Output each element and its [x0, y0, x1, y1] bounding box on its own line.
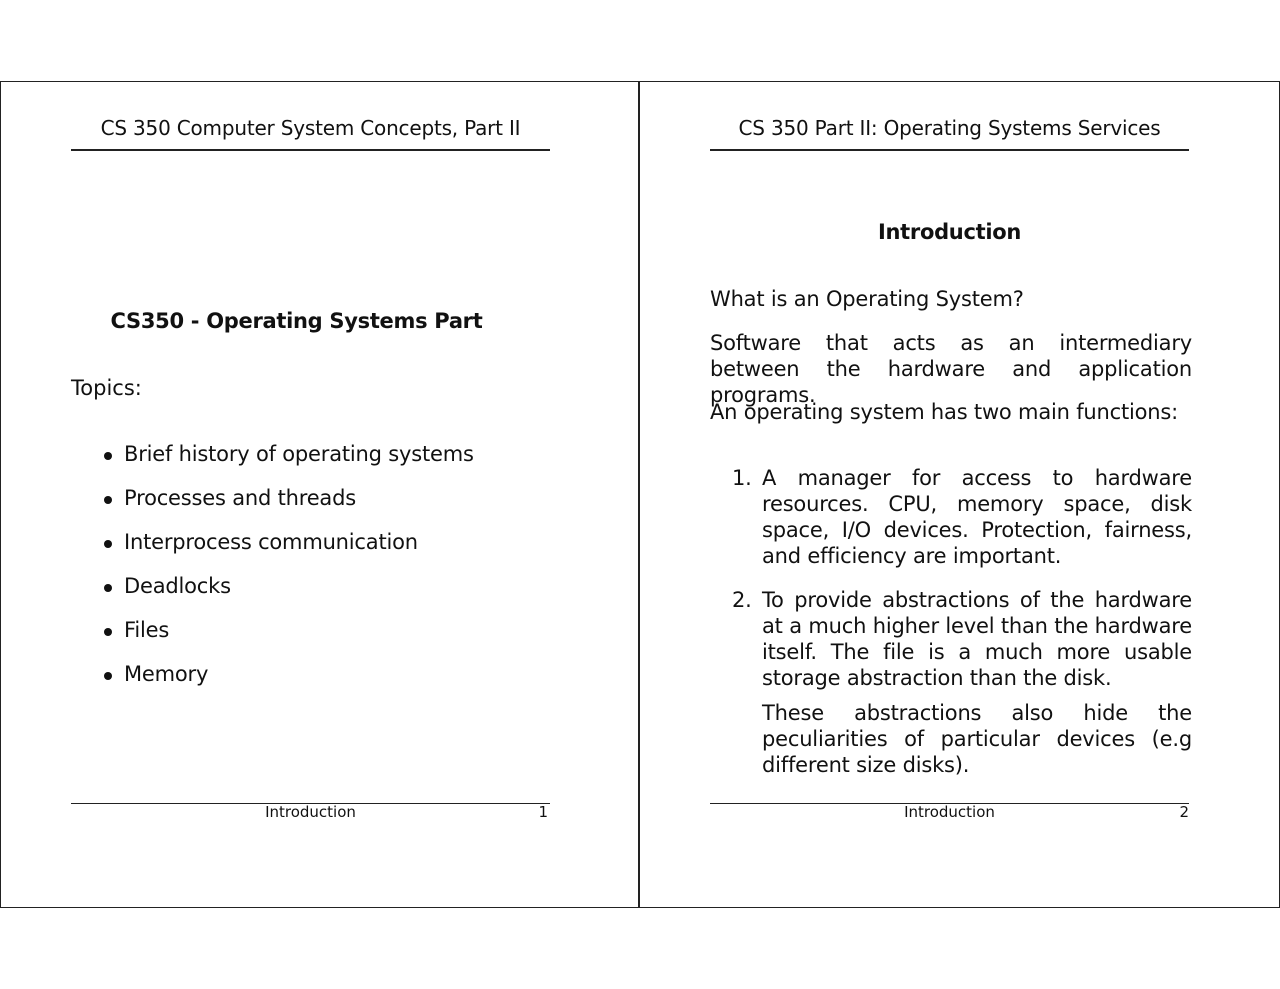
slide-title: Introduction [877, 220, 1022, 244]
bullet-icon [104, 672, 112, 680]
header-rule [71, 149, 550, 151]
slide-1 [1, 82, 640, 907]
header-rule [710, 149, 1189, 151]
list-item [71, 662, 474, 706]
list-item-text: To provide abstractions of the hardware at a much higher level than the hardware itself. The file is a much more usable storage abstraction than the disk. [762, 588, 1192, 690]
list-item [71, 574, 474, 618]
topics-list [71, 442, 474, 706]
list-item-text: Processes and threads [124, 486, 356, 510]
document-sheet [0, 81, 1280, 908]
footer-label: Introduction [265, 803, 356, 821]
page-number: 2 [1179, 803, 1189, 821]
list-item [71, 442, 474, 486]
list-item-number: 2. [732, 588, 752, 612]
list-item-text: A manager for access to hardware resources. CPU, memory space, disk space, I/O devices. Protection, fairness, and efficiency are important. [762, 466, 1192, 568]
slide-header: CS 350 Computer System Concepts, Part II [100, 116, 521, 140]
note-text: These abstractions also hide the peculiarities of particular devices (e.g different size disks). [762, 701, 1192, 777]
footer-label: Introduction [904, 803, 995, 821]
list-item-text: Memory [124, 662, 209, 686]
slide-2 [640, 82, 1279, 907]
page-number: 1 [538, 803, 548, 821]
list-item-text: Brief history of operating systems [124, 442, 474, 466]
functions-intro: An operating system has two main functions: [710, 400, 1179, 424]
list-item-number: 1. [732, 466, 752, 490]
slide-title: CS350 - Operating Systems Part [110, 309, 483, 333]
list-item-text: Interprocess communication [124, 530, 418, 554]
topics-label: Topics: [71, 376, 142, 400]
answer-text: Software that acts as an intermediary between the hardware and application programs. [710, 331, 1192, 407]
bullet-icon [104, 584, 112, 592]
bullet-icon [104, 452, 112, 460]
bullet-icon [104, 540, 112, 548]
list-item-text: Deadlocks [124, 574, 231, 598]
slide-header: CS 350 Part II: Operating Systems Services [738, 116, 1161, 140]
bullet-icon [104, 628, 112, 636]
bullet-icon [104, 496, 112, 504]
list-item [71, 618, 474, 662]
list-item [71, 486, 474, 530]
question-text: What is an Operating System? [710, 287, 1024, 311]
list-item-text: Files [124, 618, 170, 642]
list-item [71, 530, 474, 574]
